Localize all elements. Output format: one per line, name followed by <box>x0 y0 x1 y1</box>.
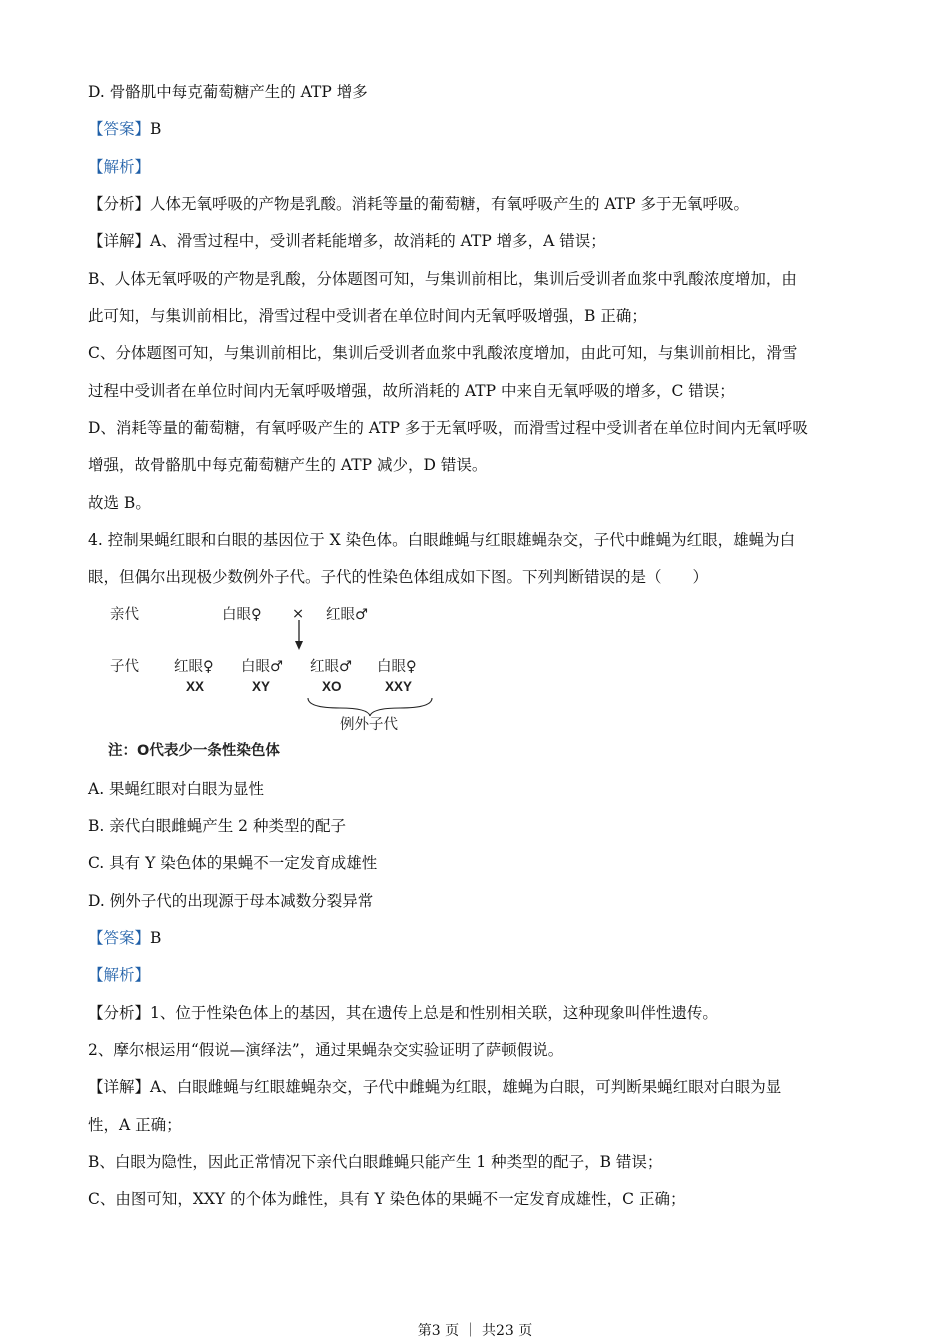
answer-value: B <box>150 929 162 947</box>
q4-detail-b: B、白眼为隐性，因此正常情况下亲代白眼雌蝇只能产生 1 种类型的配子，B 错误； <box>88 1153 663 1171</box>
q4-fenxi-line <box>88 1003 718 1023</box>
q3-detail-d2: 增强，故骨骼肌中每克葡萄糖产生的 ATP 减少，D 错误。 <box>88 456 488 474</box>
parent-label: 亲代 <box>110 607 139 623</box>
offspring-2-phenotype: 白眼♂ <box>241 659 283 675</box>
offspring-1-phenotype: 红眼♀ <box>174 659 214 675</box>
q3-option-d: D. 骨骼肌中每克葡萄糖产生的 ATP 增多 <box>88 83 368 101</box>
fenxi-tag: 【分析】 <box>88 195 151 213</box>
q3-detail-a <box>88 231 606 251</box>
q4-detail-c: C、由图可知，XXY 的个体为雌性，具有 Y 染色体的果蝇不一定发育成雄性，C 正确； <box>88 1190 686 1208</box>
q4-answer-line <box>88 928 161 948</box>
q4-option-d: D. 例外子代的出现源于母本减数分裂异常 <box>88 892 374 910</box>
q4-option-b: B. 亲代白眼雌蝇产生 2 种类型的配子 <box>88 817 346 835</box>
offspring-4-genotype: XXY <box>385 679 413 694</box>
fenxi-text: 人体无氧呼吸的产物是乳酸。消耗等量的葡萄糖，有氧呼吸产生的 ATP 多于无氧呼吸。 <box>150 195 749 213</box>
q3-answer-line <box>88 119 161 139</box>
answer-value: B <box>150 120 162 138</box>
q3-detail-d1: D、消耗等量的葡萄糖，有氧呼吸产生的 ATP 多于无氧呼吸，而滑雪过程中受训者在单位时间内无氧呼吸 <box>88 419 808 437</box>
q4-analysis-tag: 【解析】 <box>88 966 151 984</box>
detail-a-text: A、滑雪过程中，受训者耗能增多，故消耗的 ATP 增多，A 错误； <box>150 232 606 250</box>
diagram-note: 注：O代表少一条性染色体 <box>108 743 280 759</box>
q3-detail-b2: 此可知，与集训前相比，滑雪过程中受训者在单位时间内无氧呼吸增强，B 正确； <box>88 307 647 325</box>
exception-brace <box>308 698 432 716</box>
arrow-head <box>295 641 303 650</box>
q3-analysis-tag: 【解析】 <box>88 158 151 176</box>
q4-detail-a1 <box>88 1077 781 1097</box>
page-footer: 第3 页 ｜ 共23 页 <box>417 1323 533 1339</box>
cross-diagram <box>100 598 440 768</box>
parent-female: 白眼♀ <box>222 607 262 623</box>
q3-detail-b1: B、人体无氧呼吸的产物是乳酸，分体题图可知，与集训前相比，集训后受训者血浆中乳酸浓度增加，由 <box>88 270 797 288</box>
q4-stem-line2: 眼，但偶尔出现极少数例外子代。子代的性染色体组成如下图。下列判断错误的是（ ） <box>88 568 709 586</box>
detail-tag: 【详解】 <box>88 232 151 250</box>
offspring-4-phenotype: 白眼♀ <box>377 659 417 675</box>
offspring-1-genotype: XX <box>186 679 205 694</box>
q4-option-c: C. 具有 Y 染色体的果蝇不一定发育成雄性 <box>88 854 378 872</box>
exception-label: 例外子代 <box>340 717 398 733</box>
q3-conclusion: 故选 B。 <box>88 494 151 512</box>
q3-detail-c1: C、分体题图可知，与集训前相比，集训后受训者血浆中乳酸浓度增加，由此可知，与集训前相比，滑雪 <box>88 344 798 362</box>
q3-fenxi-line <box>88 194 749 214</box>
offspring-3-genotype: XO <box>322 679 342 694</box>
q4-stem-line1: 4. 控制果蝇红眼和白眼的基因位于 X 染色体。白眼雌蝇与红眼雄蝇杂交，子代中雌蝇为红眼，雄蝇为白 <box>88 531 796 549</box>
q4-fenxi-line2: 2、摩尔根运用“假说—演绎法”，通过果蝇杂交实验证明了萨顿假说。 <box>88 1041 564 1059</box>
parent-male: 红眼♂ <box>326 607 368 623</box>
offspring-3-phenotype: 红眼♂ <box>310 659 352 675</box>
cross-symbol: × <box>292 606 305 622</box>
fenxi-tag: 【分析】 <box>88 1004 151 1022</box>
fenxi-text: 1、位于性染色体上的基因，其在遗传上总是和性别相关联，这种现象叫伴性遗传。 <box>150 1004 718 1022</box>
answer-tag: 【答案】 <box>88 120 151 138</box>
detail-tag: 【详解】 <box>88 1078 151 1096</box>
detail-a-text: A、白眼雌蝇与红眼雄蝇杂交，子代中雌蝇为红眼，雄蝇为白眼，可判断果蝇红眼对白眼为显 <box>150 1078 782 1096</box>
q3-detail-c2: 过程中受训者在单位时间内无氧呼吸增强，故所消耗的 ATP 中来自无氧呼吸的增多，C 错误； <box>88 382 735 400</box>
offspring-label: 子代 <box>110 659 139 675</box>
offspring-2-genotype: XY <box>252 679 271 694</box>
q4-detail-a2: 性，A 正确； <box>88 1116 182 1134</box>
q4-option-a: A. 果蝇红眼对白眼为显性 <box>88 780 265 798</box>
answer-tag: 【答案】 <box>88 929 151 947</box>
